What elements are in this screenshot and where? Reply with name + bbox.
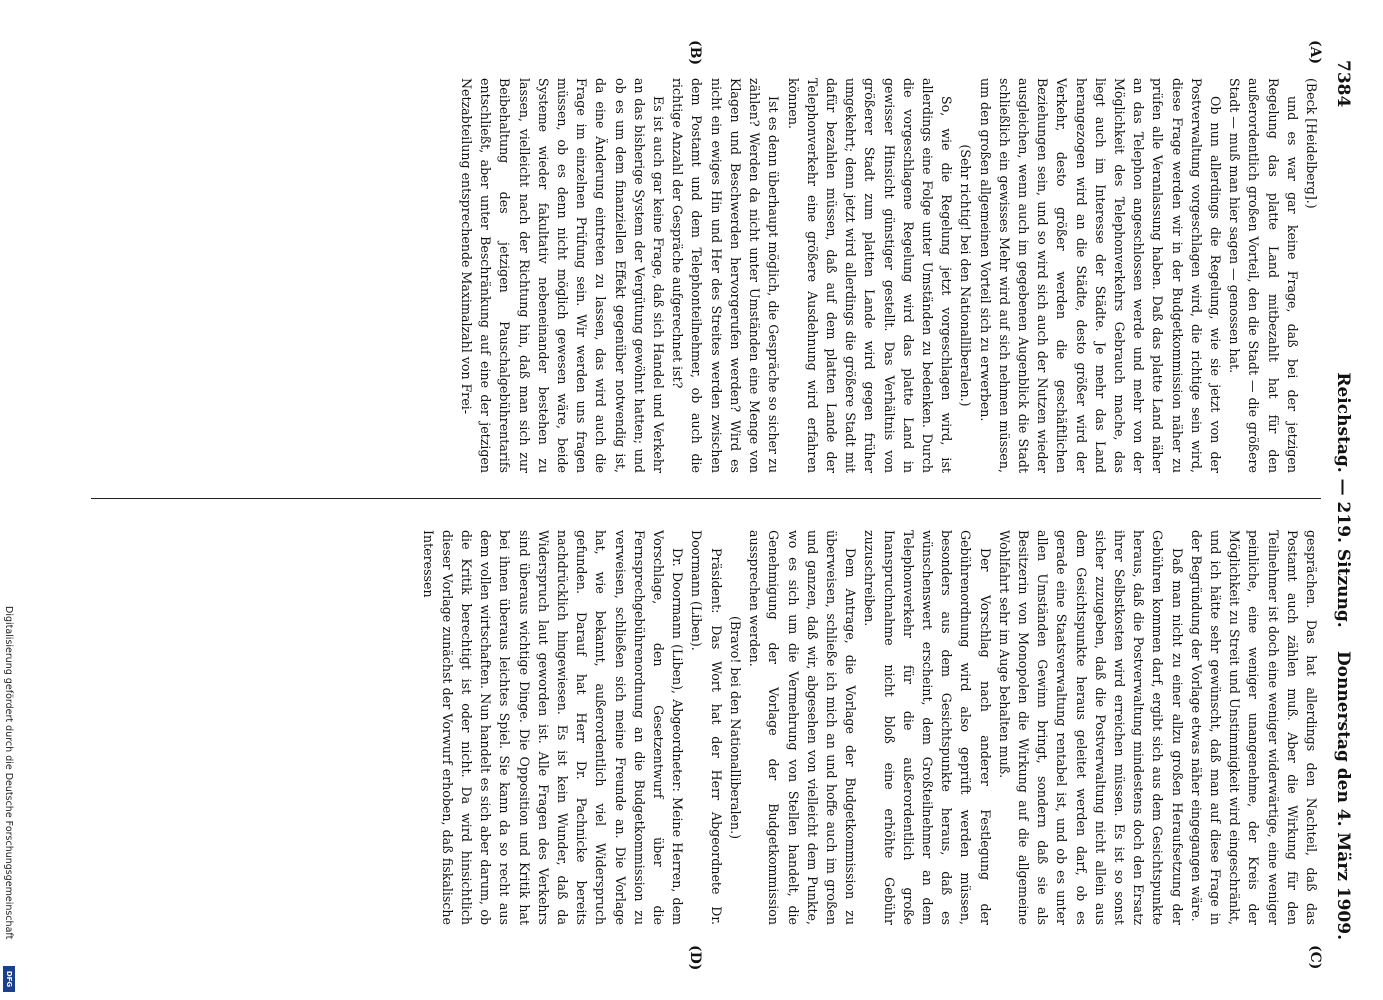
interjection: (Bravo! bei den Nationalliberalen.) — [727, 615, 743, 840]
paragraph: Der Vorschlag nach anderer Festlegung der Gebührenordnung wird also geprüft werden müssen, besonders aus dem Gesichtspunkte heraus, daß es wünschenswert erscheint, dem Großteilnehmer an dem Telephonverkehr für die außerordentlich große Inanspruchnahme nicht bloß eine erhöhte Gebühr zuzuschreiben. — [862, 530, 993, 925]
paragraph: Dem Antrage, die Vorlage der Budgetkommission zu überweisen, schließe ich mich an und hoffe auch im großen und ganzen, daß wir, abgesehen von vielleicht dem Punkte, wo es sich um die Vermehrung von Stellen handelt, die Genehmigung der Vorlage der Budgetkommission aussprechen werden. — [747, 530, 859, 925]
paragraph: Es ist auch gar keine Frage, daß sich Handel und Verkehr an das bisherige System der Vergütung gewöhnt hatten; und ob es um dem finanziellen Effekt gegenüber notwendig ist, da eine Änderung eintreten zu lassen, das wird auch die Frage im einzelnen Prüfung sein. Wir werden uns fragen müssen, ob es denn nicht möglich gewesen wäre, beide Systeme wieder fakultativ nebeneinander bestehen zu lassen, vielleicht nach der Richtung hin, daß man sich zur Beibehaltung des jetzigen Pauschalgebührentarifs entschließt, aber unter Beschränkung auf eine der jetzigen Netzabteilung entsprechende Maximalzahl von Frei- — [459, 78, 667, 473]
interjection: (Sehr richtig! bei den Nationalliberalen.) — [958, 144, 974, 407]
left-column — [91, 78, 1321, 473]
speaker-tag: (Beck [Heidelberg].) — [1304, 78, 1319, 209]
session-date: Donnerstag den 4. März 1909. — [1333, 650, 1353, 940]
paragraph: Ist es denn überhaupt möglich, die Gespräche so sicher zu zählen? Werden da nicht unter Umständen eine Menge von Klagen und Beschwerden hervorgerufen werden? Wird es nicht ein ewiges Hin und Her des Streites werden zwischen dem Postamt und dem Telephonteilnehmer, ob auch die richtige Anzahl der Gespräche aufgerechnet ist? — [670, 78, 782, 473]
margin-marker-b: (B) — [687, 40, 703, 66]
paragraph: Daß man nicht zu einer allzu großen Heraufsetzung der Gebühren kommen darf, ergibt sich aus dem Gesichtspunkte heraus, daß die Postverwaltung mindestens doch den Ersatz ihrer Selbstkosten wird erreichen müssen. Es ist so sonst sicher zuzugeben, daß die Postverwaltung nicht allein aus dem Gesichtspunkte heraus geleitet werden darf, ob es gerade eine Staatsverwaltung rentabel ist, und ob es unter allen Umständen Gewinn bringt, sondern daß sie als Besitzerin von Monopolen die Wirkung auf die allgemeine Wohlfahrt sehr im Auge behalten muß. — [996, 530, 1185, 925]
page-number: 7384 — [1333, 60, 1353, 108]
paragraph: So, wie die Regelung jetzt vorgeschlagen wird, ist allerdings eine Folge unter Umständen zu bedenken. Durch die vorgeschlagene Regelung wird das platte Land in gewisser Hinsicht günstiger gestellt. Das Verhältnis von größerer Stadt zum platten Lande wird gegen früher umgekehrt; denn jetzt wird allerdings die größere Stadt mit dafür bezahlen müssen, daß auf dem platten Lande der Telephonverkehr eine größere Ausdehnung wird erfahren können. — [785, 78, 955, 473]
paragraph: gesprächen. Das hat allerdings den Nachteil, daß das Postamt auch zählen muß. Aber die Wirkung für den Teilnehmer ist doch eine weniger widerwärtige, eine weniger peinliche, eine weniger unangenehme, der Kreis der Möglichkeit zu Streit und Unstimmigkeit wird eingeschränkt, und ich hätte sehr gewünscht, daß man auf diese Frage in der Begründung der Vorlage etwas näher eingegangen wäre. — [1188, 530, 1319, 925]
margin-marker-d: (D) — [687, 945, 703, 971]
column-divider — [91, 498, 1321, 499]
paragraph: und es war gar keine Frage, daß bei der jetzigen Regelung das platte Land mitbezahlt hat für den außerordentlich großen Vorteil, den die Stadt — die größere Stadt — muß man hier sagen — genossen hat. — [1227, 78, 1300, 473]
paragraph: Dr. Doormann (Liben), Abgeordneter: Meine Herren, dem Vorschlage, den Gesetzentwurf über die Fernsprechgebührenordnung an die Budgetkommission zu verweisen, schließen sich meine Freunde an. Die Vorlage hat, wie bekannt, außerordentlich viel Widerspruch gefunden. Darauf hat Herr Dr. Pachnicke bereits nachdrücklich hingewiesen. Es ist kein Wunder, daß da Widerspruch laut geworden ist. Alle Fragen des Verkehrs sind überaus wichtige Dinge. Die Opposition und Kritik hat bei ihnen überaus leichtes Spiel. Sie kann da so recht aus dem vollen wirtschaften. Nun handelt es sich aber darum, ob die Kritik berechtigt ist oder nicht. Da wird hinsichtlich dieser Vorlage zunächst der Vorwurf erhoben, daß fiskalische Interessen — [420, 530, 686, 925]
session-title: Reichstag. — 219. Sitzung. — [1333, 372, 1353, 628]
president-statement: Präsident: Das Wort hat der Herr Abgeordnete Dr. Doormann (Liben). — [689, 530, 724, 925]
dfg-logo-text: DFG — [5, 970, 13, 988]
right-column — [91, 530, 1321, 925]
funding-notice: Digitalisierung gefördert durch die Deutsche Forschungsgemeinschaft — [3, 606, 14, 940]
page-header — [1327, 60, 1353, 940]
margin-marker-c: (C) — [1307, 945, 1323, 970]
paragraph: Ob nun allerdings die Regelung, wie sie jetzt von der Postverwaltung vorgeschlagen wird, die richtige sein wird, diese Frage werden wir in der Budgetkommission näher zu prüfen alle Veranlassung haben. Daß das platte Land näher an das Telephon angeschlossen werde und mehr von der Möglichkeit des Telephonverkehrs Gebrauch mache, das liegt auch im Interesse der Städte. Je mehr das Land herangezogen wird an die Städte, desto größer wird der Verkehr, desto größer werden die geschäftlichen Beziehungen sein, und so wird sich auch der Nutzen wieder ausgleichen, wenn auch im gegebenen Augenblick die Stadt schließlich ein gewisses Mehr wird auf sich nehmen müssen, um den großen allgemeinen Vorteil sich zu erwerben. — [977, 78, 1223, 473]
margin-marker-a: (A) — [1307, 40, 1323, 65]
